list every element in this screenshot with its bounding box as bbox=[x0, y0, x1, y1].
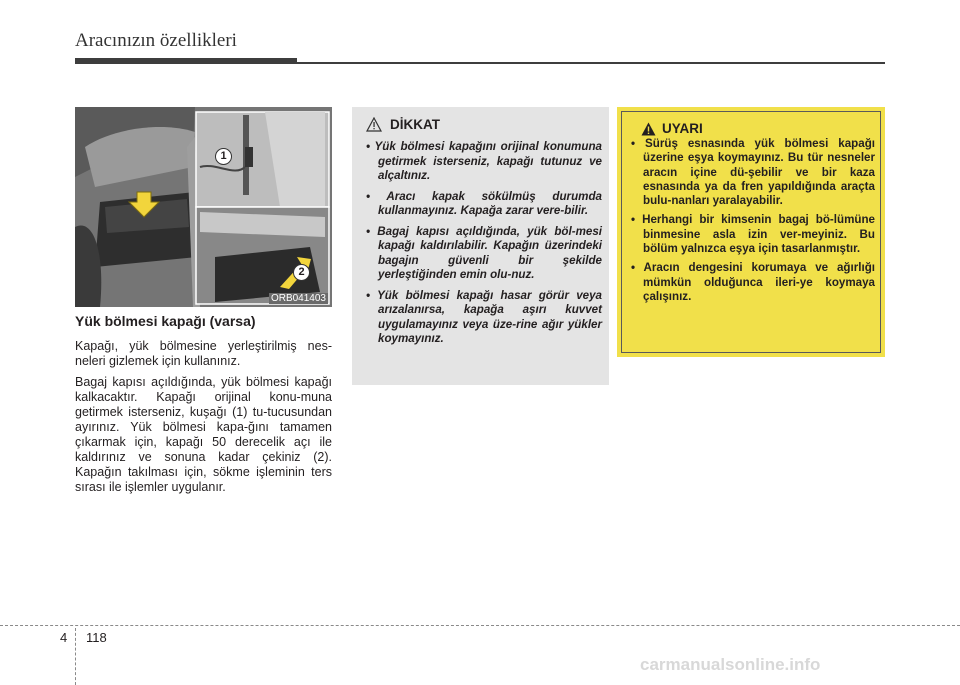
warning-triangle-icon bbox=[641, 122, 656, 136]
warning-item: • Sürüş esnasında yük bölmesi kapağı üzerine eşya koymayınız. Bu tür nesneler aracın içine dü-şebilir ve bir kaza esnasında ya da fren yapıldığında araçta bulu-nanları yaralayabilir. bbox=[631, 137, 875, 208]
footer-vertical-divider bbox=[75, 628, 76, 685]
caution-list bbox=[362, 140, 602, 353]
page-number: 118 bbox=[86, 630, 107, 645]
warning-item: • Aracın dengesini korumaya ve ağırlığı mümkün olduğunca ileri-ye koymaya çalışınız. bbox=[631, 261, 875, 303]
caution-item: • Yük bölmesi kapağını orijinal konumuna getirmek isterseniz, kapağı tutunuz ve alçaltınız. bbox=[366, 140, 602, 182]
warning-header bbox=[641, 121, 703, 136]
footer-divider bbox=[0, 625, 960, 626]
figure-code: ORB041403 bbox=[270, 293, 326, 304]
callout-2-badge: 2 bbox=[293, 264, 310, 281]
page-header-title: Aracınızın özellikleri bbox=[75, 30, 237, 51]
caution-header bbox=[366, 117, 440, 132]
chapter-number: 4 bbox=[60, 630, 68, 645]
section-title: Yük bölmesi kapağı (varsa) bbox=[75, 313, 256, 329]
callout-1-badge: 1 bbox=[215, 148, 232, 165]
header-rule-thick bbox=[75, 58, 297, 64]
caution-item: • Aracı kapak sökülmüş durumda kullanmayınız. Kapağa zarar vere-bilir. bbox=[366, 189, 602, 217]
caution-item: • Yük bölmesi kapağı hasar görür veya arızalanırsa, kapağa aşırı kuvvet uygulamayınız veya üze-rine ağır yükler koymayınız. bbox=[366, 288, 602, 345]
section-paragraph: Kapağı, yük bölmesine yerleştirilmiş nes-neleri gizlemek için kullanınız. bbox=[75, 339, 332, 368]
header-rule-thin bbox=[297, 62, 885, 64]
cargo-cover-photo bbox=[75, 107, 332, 307]
warning-title: UYARI bbox=[662, 121, 703, 136]
section-paragraph: Bagaj kapısı açıldığında, yük bölmesi kapağı kalkacaktır. Kapağı orijinal konu-muna getirmek isterseniz, kuşağı (1) tu-tucusundan ayırınız. Yük bölmesi kapa-ğını tamamen çıkarmak için, kapağı 50 derecelik açı ile kaldırınız ve sonuna kadar çekiniz (2). Kapağın takılması için, sökme işleminin ters sırası ile işlemler uygulanır. bbox=[75, 375, 332, 494]
warning-list bbox=[627, 137, 875, 309]
caution-triangle-icon bbox=[366, 117, 382, 132]
watermark: carmanualsonline.info bbox=[640, 655, 821, 674]
caution-title: DİKKAT bbox=[390, 117, 440, 132]
warning-box bbox=[617, 107, 885, 357]
caution-box bbox=[352, 107, 609, 385]
warning-item: • Herhangi bir kimsenin bagaj bö-lümüne binmesine asla izin ver-meyiniz. Bu bölüm yalnızca eşya için tasarlanmıştır. bbox=[631, 213, 875, 256]
section-column bbox=[75, 312, 332, 501]
caution-item: • Bagaj kapısı açıldığında, yük böl-mesi kapağı kaldırılabilir. Kapağın üzerindeki bagajın güvenli bir şekilde yerleştiğinden emin olu-nuz. bbox=[366, 224, 603, 281]
